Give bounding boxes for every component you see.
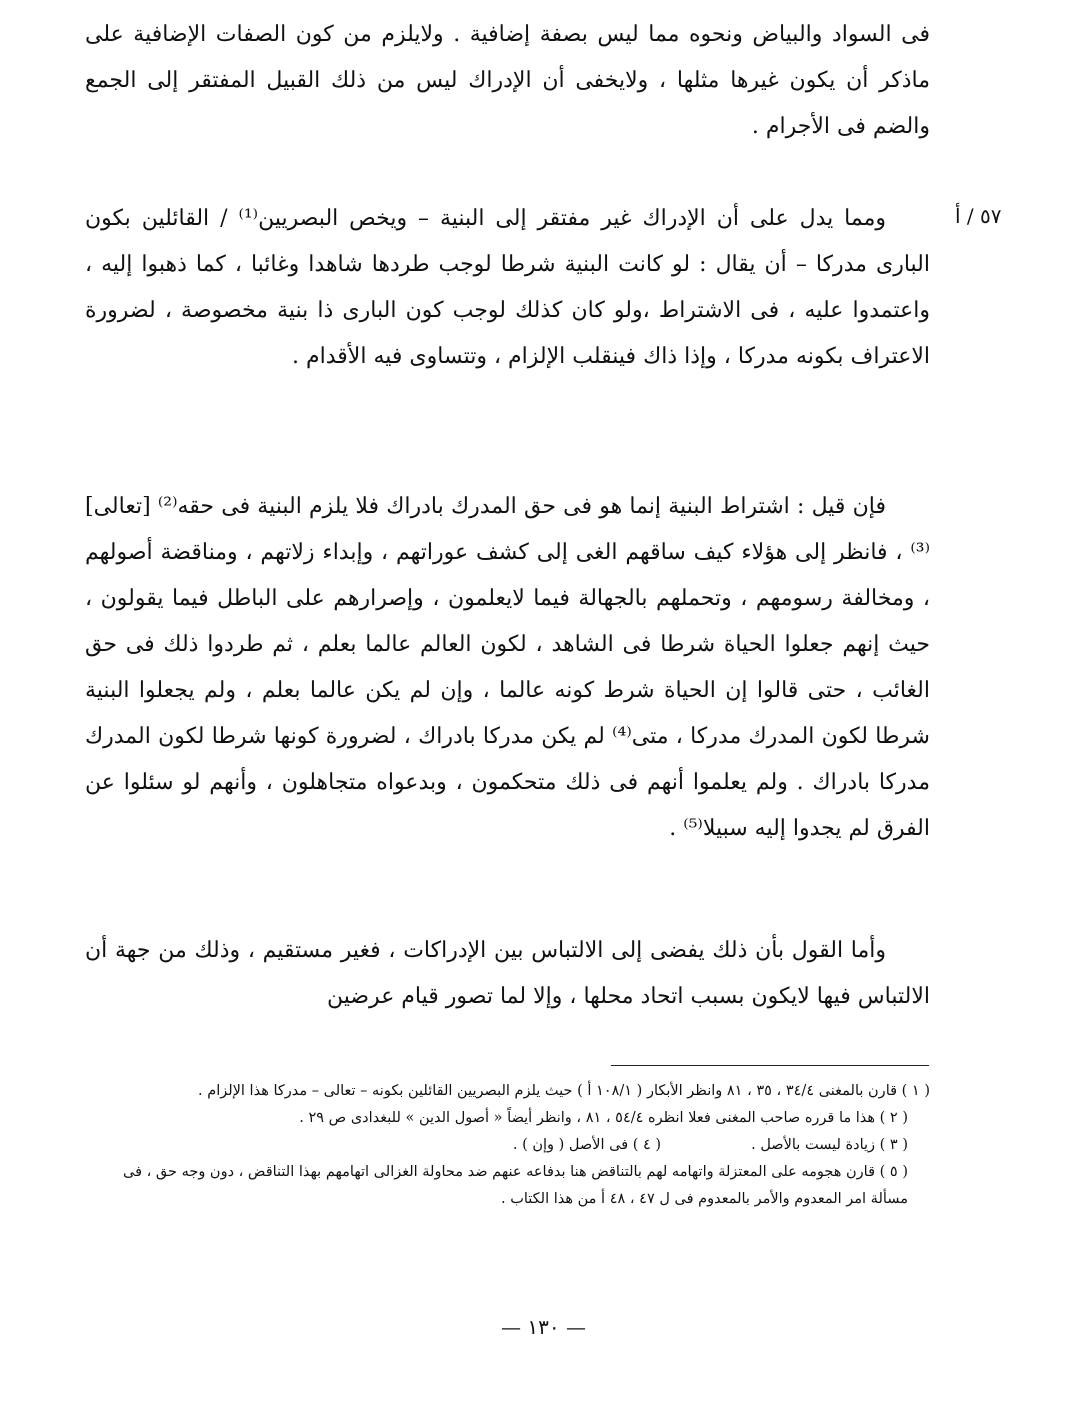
footnote-separator [611,1065,929,1066]
paragraph-3 [85,484,930,852]
paragraph-4-text: وأما القول بأن ذلك يفضى إلى الالتباس بين الإدراكات ، فغير مستقيم ، وذلك من جهة أن الالتباس فيها لايكون بسبب اتحاد محلها ، وإلا لما تصور قيام عرضين [85,938,930,1009]
page-number: — ١٣٠ — [501,1315,586,1339]
paragraph-4 [85,928,930,1020]
footnote-1: ( ١ ) قارن بالمغنى ٣٤/٤ ، ٣٥ ، ٨١ وانظر الأبكار ( ١٠٨/١ أ ) حيث يلزم البصريين القائلين بكونه – تعالى – مدركا هذا الإلزام . [198,1083,930,1099]
paragraph-3-text: فإن قيل : اشتراط البنية إنما هو فى حق المدرك بادراك فلا يلزم البنية فى حقه⁽²⁾ [تعالى]⁽³⁾ ، فانظر إلى هؤلاء كيف ساقهم الغى إلى كشف عوراتهم ، وإبداء زلاتهم ، ومناقضة أصولهم ، ومخالفة رسومهم ، وتحملهم بالجهالة فيما لايعلمون ، وإصرارهم على الباطل فيما يقولون ، حيث إنهم جعلوا الحياة شرطا فى الشاهد ، لكون العالم عالما بعلم ، ثم طردوا ذلك فى حق الغائب ، حتى قالوا إن الحياة شرط كونه عالما ، وإن لم يكن عالما بعلم ، ولم يجعلوا البنية شرطا لكون المدرك مدركا ، متى⁽⁴⁾ لم يكن مدركا بادراك ، لضرورة كونها شرطا لكون المدرك مدركا بادراك . ولم يعلموا أنهم فى ذلك متحكمون ، وبدعواه متجاهلون ، وأنهم لو سئلوا عن الفرق لم يجدوا إليه سبيلا⁽⁵⁾ . [85,494,930,841]
footnote-2: ( ٢ ) هذا ما قرره صاحب المغنى فعلا انظره ٥٤/٤ ، ٨١ ، وانظر أيضاً « أصول الدين » للبغدادى ص ٢٩ . [299,1110,908,1126]
footnote-row-3-4 [85,1132,930,1159]
paragraph-2 [85,196,930,380]
paragraph-2-text: ومما يدل على أن الإدراك غير مفتقر إلى البنية – ويخص البصريين⁽¹⁾ / القائلين بكون البارى مدركا – أن يقال : لو كانت البنية شرطا لوجب طردها شاهدا وغائبا ، كما ذهبوا إليه ، واعتمدوا عليه ، فى الاشتراط ،ولو كان كذلك لوجب كون البارى ذا بنية مخصوصة ، لضرورة الاعتراف بكونه مدركا ، وإذا ذاك فينقلب الإلزام ، وتتساوى فيه الأقدام . [85,206,930,369]
footnotes [85,1078,930,1213]
footnote-4: ( ٤ ) فى الأصل ( وإن ) . [512,1137,662,1153]
footnote-3: ( ٣ ) زيادة ليست بالأصل . [751,1137,908,1153]
paragraph-1: فى السواد والبياض ونحوه مما ليس بصفة إضافية . ولايلزم من كون الصفات الإضافية على ماذكر أن يكون غيرها مثلها ، ولايخفى أن الإدراك ليس من ذلك القبيل المفتقر إلى الجمع والضم فى الأجرام . [85,22,930,139]
manuscript-folio-marker: ٥٧ / أ [955,204,1002,228]
footnote-5: ( ٥ ) قارن هجومه على المعتزلة واتهامه لهم بالتناقض هنا بدفاعه عنهم ضد محاولة الغزالى اتهامهم بهذا التناقض ، دون وجه حق ، فى مسألة امر المعدوم والأمر بالمعدوم فى ل ٤٧ ، ٤٨ أ من هذا الكتاب . [123,1164,908,1207]
